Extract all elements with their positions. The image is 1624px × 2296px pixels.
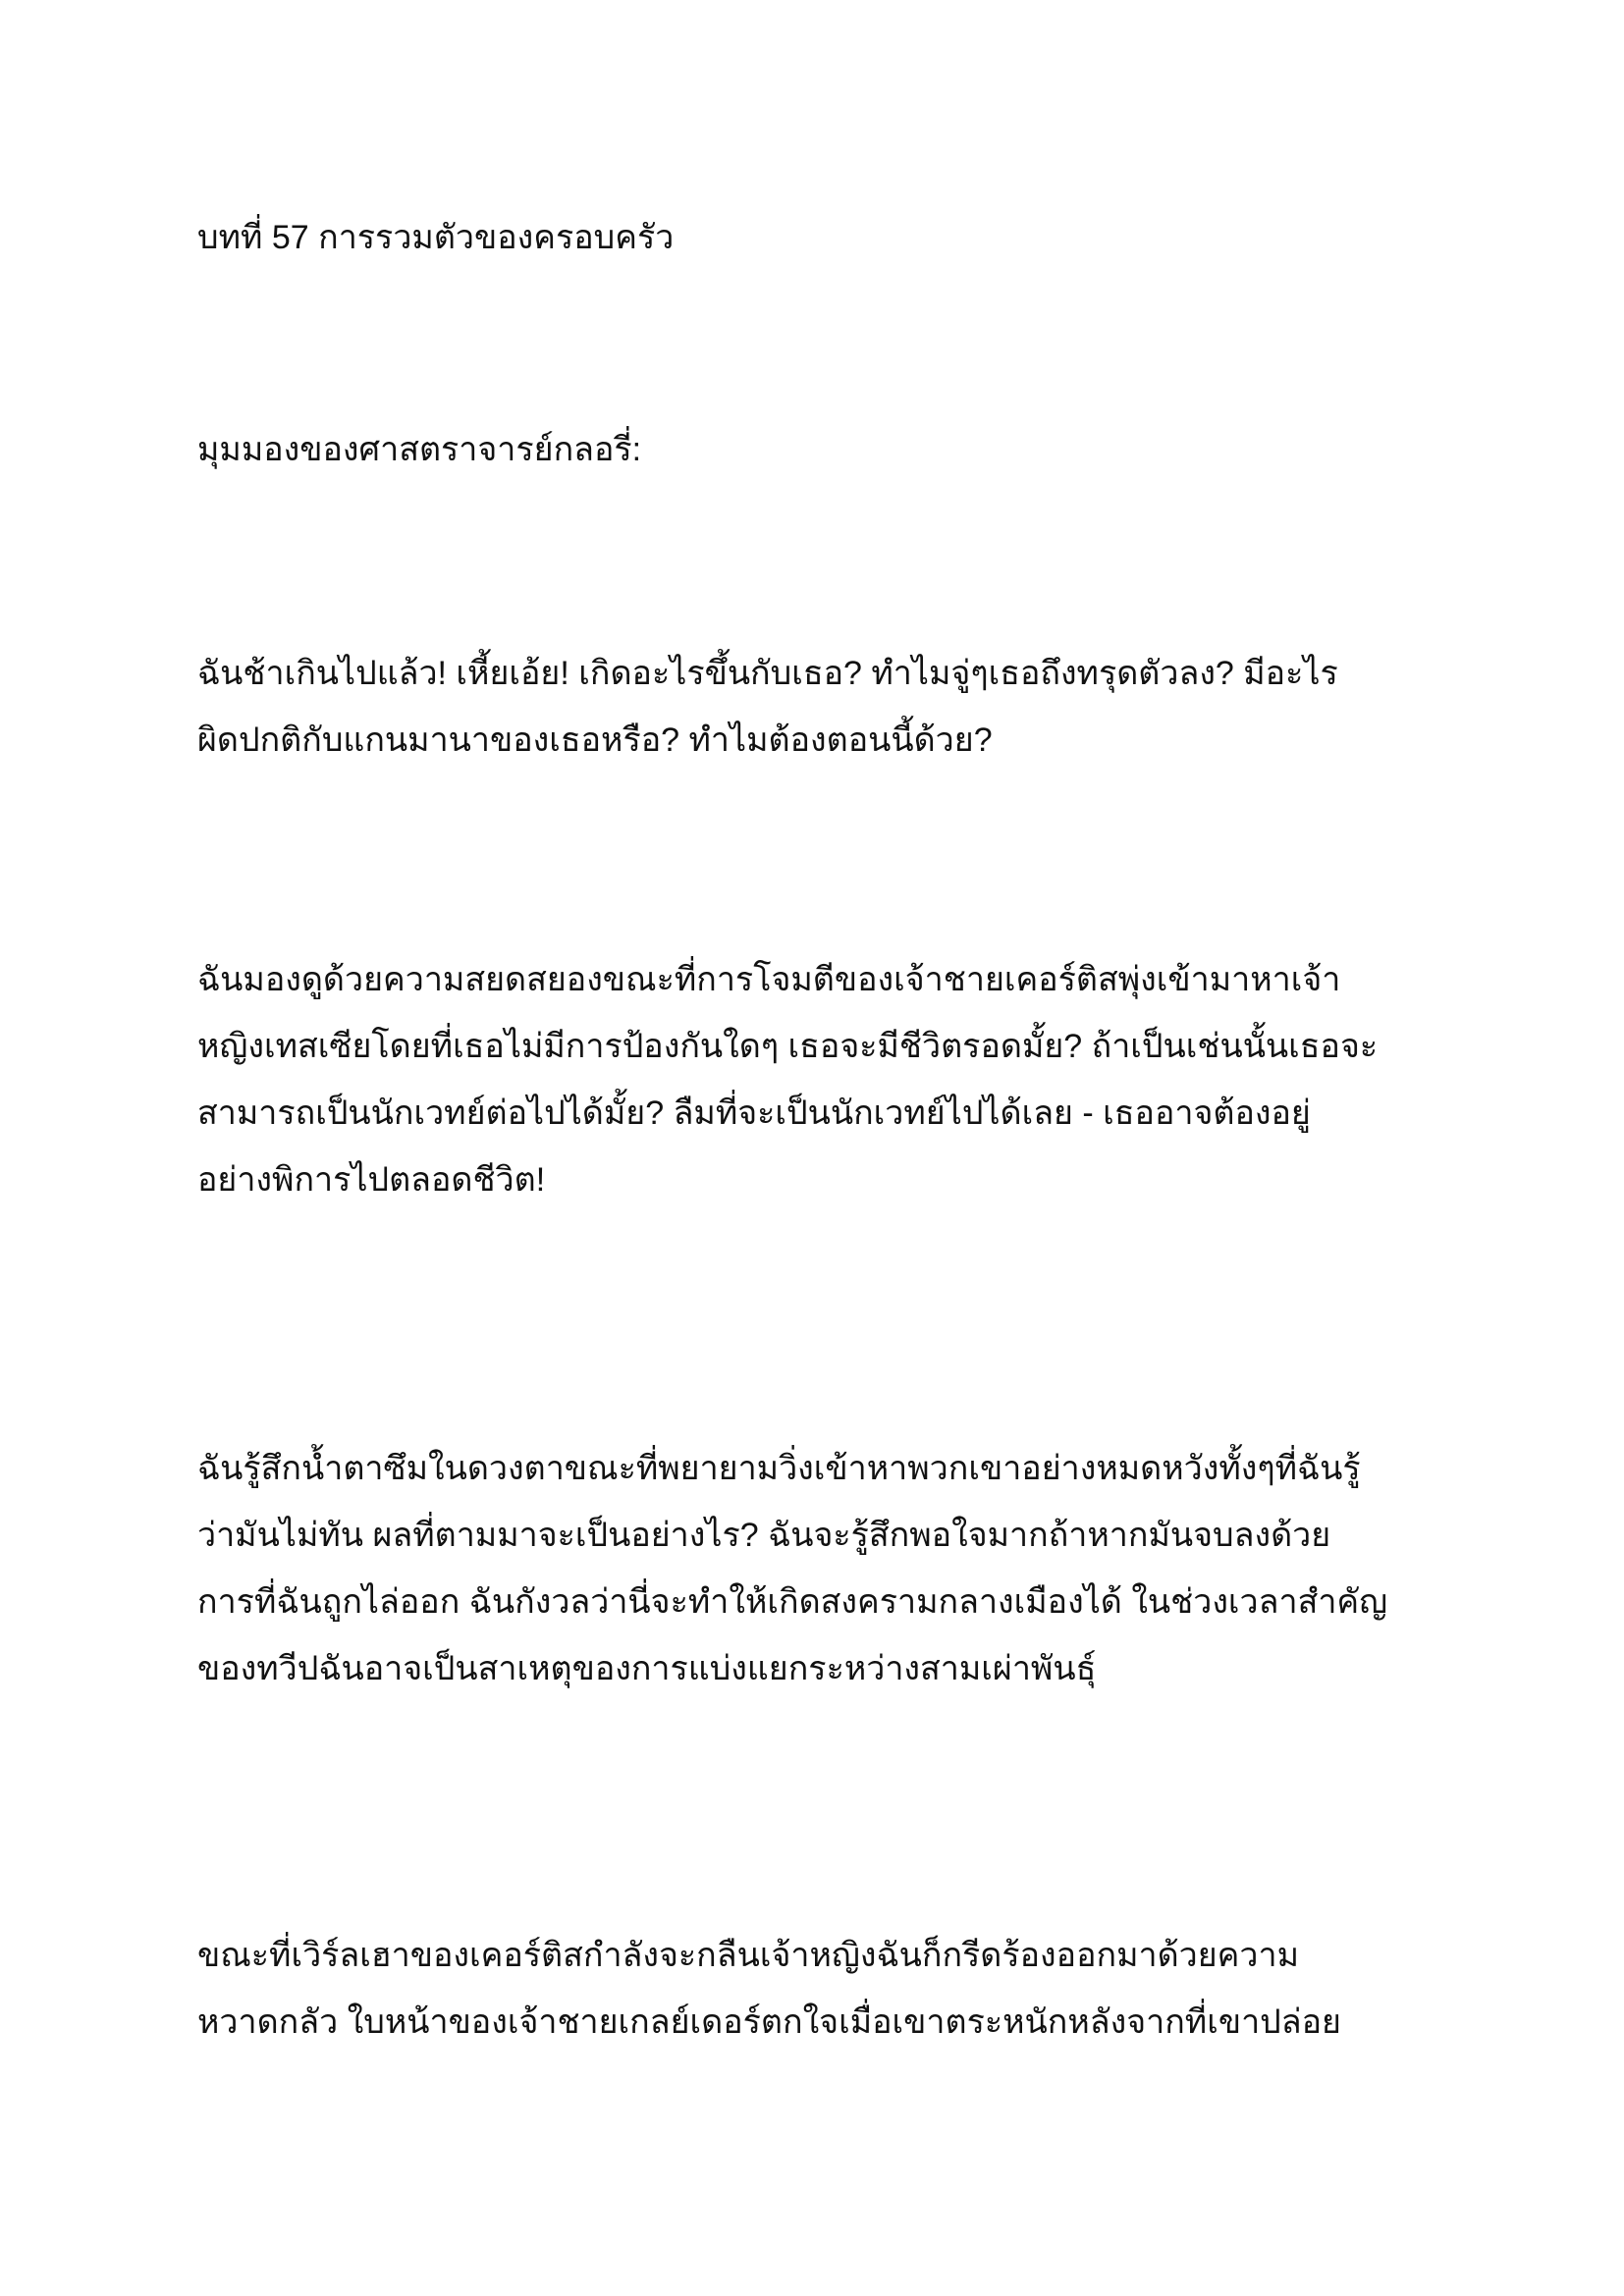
paragraph-line: สามารถเป็นนักเวทย์ต่อไปได้มั้ย? ลืมที่จะเป็นนักเวทย์ไปได้เลย - เธออาจต้องอยู่ — [197, 1095, 1311, 1132]
paragraph-line: อย่างพิการไปตลอดชีวิต! — [197, 1161, 546, 1199]
paragraph-line: หวาดกลัว ใบหน้าของเจ้าชายเกลย์เดอร์ตกใจเมื่อเขาตระหนักหลังจากที่เขาปล่อย — [197, 2003, 1341, 2041]
chapter-title-text: บทที่ 57 การรวมตัวของครอบครัว — [197, 219, 675, 256]
paragraph-line: ว่ามันไม่ทัน ผลที่ตามมาจะเป็นอย่างไร? ฉันจะรู้สึกพอใจมากถ้าหากมันจบลงด้วย — [197, 1517, 1331, 1554]
pov-heading-text: มุมมองของศาสตราจารย์กลอรี่: — [197, 431, 642, 468]
paragraph-line: การที่ฉันถูกไล่ออก ฉันกังวลว่านี่จะทำให้เกิดสงครามกลางเมืองได้ ในช่วงเวลาสำคัญ — [197, 1583, 1388, 1621]
paragraph-3 — [197, 1435, 1474, 1702]
paragraph-line: หญิงเทสเซียโดยที่เธอไม่มีการป้องกันใดๆ เธอจะมีชีวิตรอดมั้ย? ถ้าเป็นเช่นนั้นเธอจะ — [197, 1028, 1379, 1065]
paragraph-1 — [197, 640, 1474, 774]
paragraph-2 — [197, 946, 1474, 1213]
paragraph-line: ฉันช้าเกินไปแล้ว! เหี้ยเอ้ย! เกิดอะไรขึ้นกับเธอ? ทำไมจู่ๆเธอถึงทรุดตัวลง? มีอะไร — [197, 655, 1338, 692]
paragraph-line: ขณะที่เวิร์ลเฮาของเคอร์ติสกำลังจะกลืนเจ้าหญิงฉันก็กรีดร้องออกมาด้วยความ — [197, 1937, 1300, 1974]
pov-heading — [197, 416, 1474, 483]
paragraph-line: ผิดปกติกับแกนมานาของเธอหรือ? ทำไมต้องตอนนี้ด้วย? — [197, 721, 993, 759]
paragraph-4 — [197, 1922, 1474, 2056]
paragraph-line: ฉันรู้สึกน้ำตาซึมในดวงตาขณะที่พยายามวิ่งเข้าหาพวกเขาอย่างหมดหวังทั้งๆที่ฉันรู้ — [197, 1450, 1361, 1487]
paragraph-line: ฉันมองดูด้วยความสยดสยองขณะที่การโจมตีของเจ้าชายเคอร์ติสพุ่งเข้ามาหาเจ้า — [197, 961, 1341, 998]
paragraph-line: ของทวีปฉันอาจเป็นสาเหตุของการแบ่งแยกระหว่างสามเผ่าพันธุ์ — [197, 1650, 1097, 1687]
chapter-title — [197, 204, 1474, 271]
